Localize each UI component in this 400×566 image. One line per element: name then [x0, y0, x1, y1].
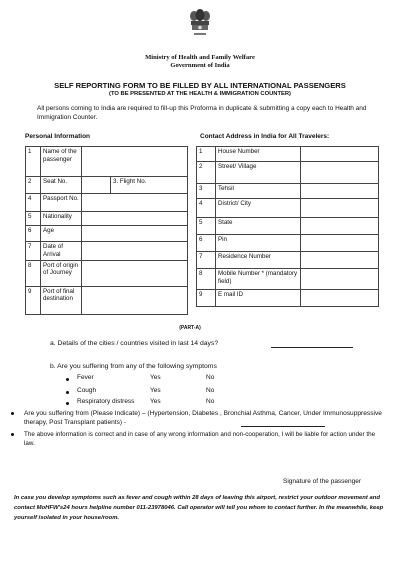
row-number: 6: [26, 226, 41, 242]
nationality-field[interactable]: [82, 212, 188, 226]
house-number-field[interactable]: [301, 147, 379, 162]
contact-address-heading: Contact Address in India for All Travelers:: [200, 133, 330, 140]
table-row: [197, 218, 379, 235]
row-label: Passport No.: [41, 194, 82, 212]
flight-number-label: 3. Flight No.: [113, 178, 147, 185]
row-number: 1: [26, 147, 41, 177]
row-label: Mobile Number * (mandatory field): [216, 269, 301, 290]
bullet-icon: [66, 391, 69, 394]
cities-visited-field[interactable]: [271, 347, 353, 348]
mobile-number-field[interactable]: [301, 269, 379, 290]
question-b: b. Are you suffering from any of the following symptoms: [50, 363, 217, 370]
seat-number-field[interactable]: [82, 177, 111, 194]
row-label: House Number: [216, 147, 301, 162]
row-label: Nationality: [41, 212, 82, 226]
form-subtitle: (TO BE PRESENTED AT THE HEALTH & IMMIGRATION COUNTER): [109, 91, 291, 97]
state-field[interactable]: [301, 218, 379, 235]
state-emblem-icon: [187, 8, 213, 40]
table-row: [26, 260, 188, 286]
table-row: [197, 199, 379, 218]
table-row: [197, 290, 379, 307]
row-label: Seat No.: [41, 177, 82, 194]
bullet-icon: [11, 412, 14, 415]
district-city-field[interactable]: [301, 199, 379, 218]
row-label: Residence Number: [216, 252, 301, 269]
conditions-field[interactable]: [241, 426, 325, 427]
row-number: 4: [26, 194, 41, 212]
symptom-yes-option[interactable]: Yes: [150, 398, 161, 405]
table-row: [26, 212, 188, 226]
row-number: 9: [197, 290, 216, 307]
row-label: State: [216, 218, 301, 235]
table-row: [26, 286, 188, 314]
ministry-name: Ministry of Health and Family Welfare: [145, 54, 255, 61]
row-number: 4: [197, 199, 216, 218]
table-row: [197, 252, 379, 269]
row-label: Age: [41, 226, 82, 242]
declaration-text: The above information is correct and in case of any wrong information and non-cooperation, I will be liable for action under the law.: [24, 431, 376, 447]
street-village-field[interactable]: [301, 162, 379, 184]
age-field[interactable]: [82, 226, 188, 242]
bullet-icon: [11, 433, 14, 436]
table-row: [26, 147, 188, 177]
table-row: [197, 184, 379, 199]
row-label: Street/ Village: [216, 162, 301, 184]
contact-address-table: [196, 146, 379, 307]
form-title: SELF REPORTING FORM TO BE FILLED BY ALL INTERNATIONAL PASSENGERS: [54, 81, 346, 90]
flight-number-cell[interactable]: [111, 177, 188, 194]
table-row: [197, 162, 379, 184]
row-number: 9: [26, 286, 41, 314]
conditions-question: Are you suffering from (Please Indicate) – (Hypertension, Diabetes , Bronchial Asthma, Cancer, Under Immunosuppressive therapy, Post Transplant patients) -: [24, 410, 382, 427]
row-number: 7: [26, 242, 41, 261]
residence-number-field[interactable]: [301, 252, 379, 269]
bullet-icon: [66, 402, 69, 405]
passport-number-field[interactable]: [82, 194, 188, 212]
arrival-date-field[interactable]: [82, 242, 188, 261]
row-label: Port of origin of Journey: [41, 260, 82, 286]
pin-field[interactable]: [301, 235, 379, 252]
question-a: a. Details of the cities / countries visited in last 14 days?: [50, 340, 219, 347]
symptom-no-option[interactable]: No: [206, 387, 215, 394]
destination-port-field[interactable]: [82, 286, 188, 314]
symptom-name: Respiratory distress: [77, 398, 135, 405]
row-label: District/ City: [216, 199, 301, 218]
row-number: 5: [197, 218, 216, 235]
table-row: [197, 235, 379, 252]
symptom-yes-option[interactable]: Yes: [150, 374, 161, 381]
personal-info-table: [25, 146, 188, 315]
part-a-label: (PART-A): [179, 325, 201, 331]
table-row: [26, 194, 188, 212]
table-row: [26, 226, 188, 242]
row-label: Tehsil: [216, 184, 301, 199]
tehsil-field[interactable]: [301, 184, 379, 199]
passenger-name-field[interactable]: [82, 147, 188, 177]
advisory-note: In case you develop symptoms such as fever and cough within 28 days of leaving this airport, restrict your outdoor movement and contact MoHFW's24 hours helpline number 011-23978046. Call operator will tell you whom to contact further. In the meanwhile, keep yourself isolated in your house/room.: [14, 495, 384, 521]
symptom-name: Fever: [77, 374, 94, 381]
table-row: [197, 269, 379, 290]
bullet-icon: [66, 378, 69, 381]
passenger-signature: Signature of the passenger: [283, 478, 362, 485]
government-name: Government of India: [170, 62, 230, 69]
personal-info-heading: Personal Information: [25, 133, 91, 140]
row-label: Name of the passenger: [41, 147, 82, 177]
row-number: 5: [26, 212, 41, 226]
symptom-yes-option[interactable]: Yes: [150, 387, 161, 394]
row-number: 2: [26, 177, 41, 194]
origin-port-field[interactable]: [82, 260, 188, 286]
row-label: E mail ID: [216, 290, 301, 307]
row-number: 2: [197, 162, 216, 184]
symptom-no-option[interactable]: No: [206, 398, 215, 405]
symptom-name: Cough: [77, 387, 97, 394]
row-number: 8: [197, 269, 216, 290]
row-number: 3: [197, 184, 216, 199]
row-number: 1: [197, 147, 216, 162]
row-label: Port of final destination: [41, 286, 82, 314]
table-row: [26, 242, 188, 261]
row-number: 8: [26, 260, 41, 286]
symptom-no-option[interactable]: No: [206, 374, 215, 381]
row-number: 7: [197, 252, 216, 269]
table-row: [26, 177, 188, 194]
table-row: [197, 147, 379, 162]
row-number: 6: [197, 235, 216, 252]
intro-text: All persons coming to India are required to fill-up this Proforma in duplicate & submitting a copy each to Health and Immigration Counter.: [37, 105, 367, 121]
email-field[interactable]: [301, 290, 379, 307]
row-label: Pin: [216, 235, 301, 252]
row-label: Date of Arrival: [41, 242, 82, 261]
